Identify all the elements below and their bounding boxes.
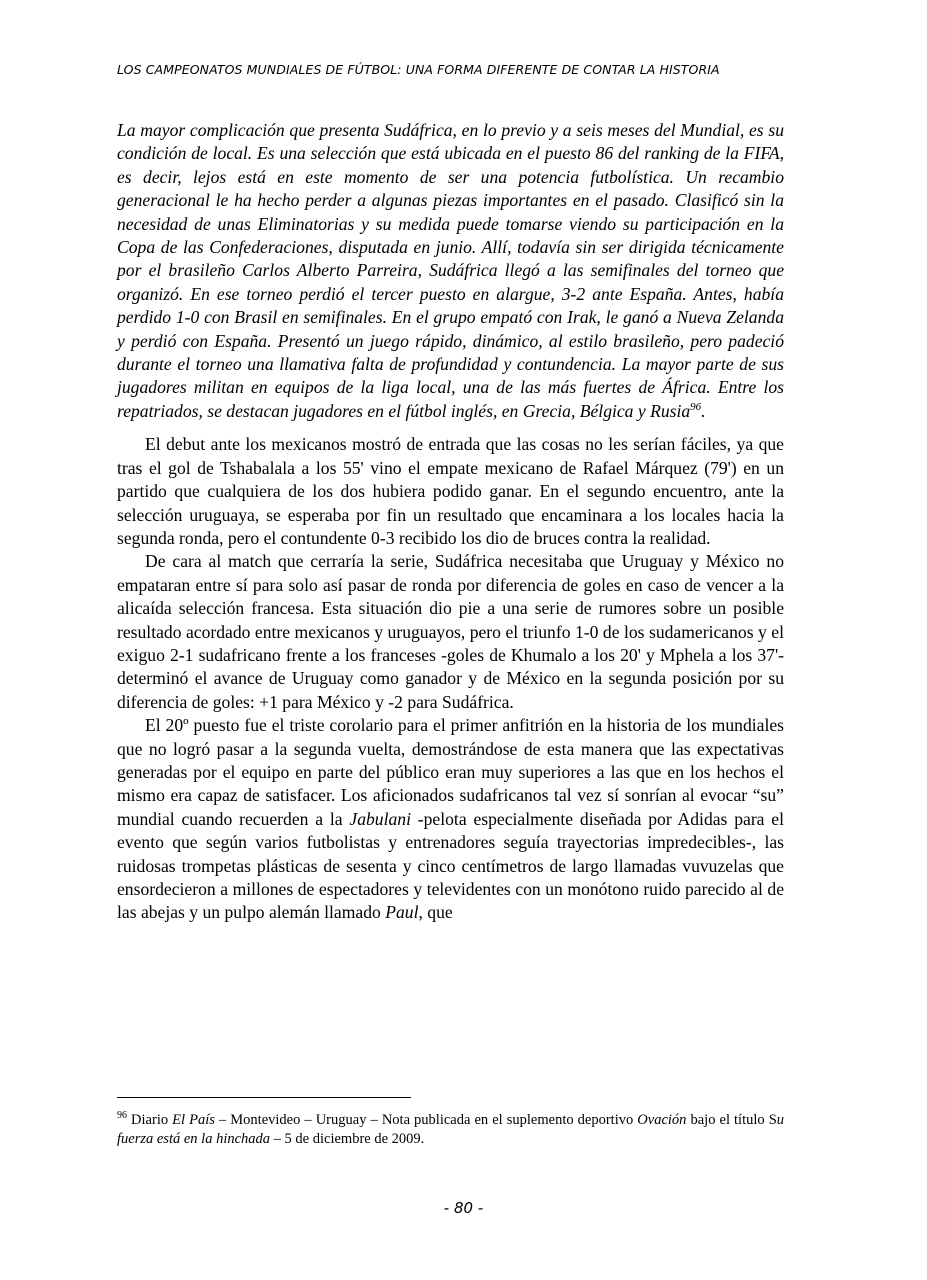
conclusion-text-2: -pelota especialmente diseñada por Adidas para el evento que según varios futbolistas y entrenadores seguía trayectorias impredecibles-, las ruidosas trompetas plásticas de sesenta y cinco centímetros de largo llamadas vuvuzelas que ensordecieron a millones de espectadores y televidentes con un monótono ruido parecido al de las abejas y un pulpo alemán llamado bbox=[117, 808, 784, 923]
article-title: u fuerza está en la hinchada bbox=[117, 1112, 785, 1147]
newspaper-name: El País bbox=[172, 1112, 215, 1128]
supplement-name: Ovación bbox=[637, 1112, 687, 1128]
footnote-text-1: Diario bbox=[127, 1112, 173, 1128]
footnote-text-4: – 5 de diciembre de 2009. bbox=[270, 1131, 425, 1147]
paul-term: Paul bbox=[385, 902, 419, 923]
page-number: - 80 - bbox=[443, 1199, 484, 1217]
quote-text: La mayor complicación que presenta Sudáfrica, en lo previo y a seis meses del Mundial, es su condición de local. Es una selección que está ubicada en el puesto 86 del ranking de la FIFA, es decir, lejos está en este momento de ser una potencia futbolística. Un recambio generacional le ha hecho perder a algunas piezas importantes en el pasado. Clasificó sin la necesidad de unas Eliminatorias y su medida puede tomarse viendo su participación en la Copa de las Confederaciones, disputada en junio. Allí, todavía sin ser dirigida técnicamente por el brasileño Carlos Alberto Parreira, Sudáfrica llegó a las semifinales del torneo que organizó. En ese torneo perdió el tercer puesto en alargue, 3-2 ante España. Antes, había perdido 1-0 con Brasil en semifinales. En el grupo empató con Irak, le ganó a Nueva Zelanda y perdió con España. Presentó un juego rápido, dinámico, al estilo brasileño, pero padeció durante el torneo una llamativa falta de profundidad y contundencia. La mayor parte de sus jugadores militan en equipos de la liga local, una de las más fuertes de África. Entre los repatriados, se destacan jugadores en el fútbol inglés, en Grecia, Bélgica y Rusia bbox=[117, 120, 784, 421]
running-header: LOS CAMPEONATOS MUNDIALES DE FÚTBOL: UNA FORMA DIFERENTE DE CONTAR LA HISTORIA bbox=[117, 62, 720, 77]
quote-end: . bbox=[701, 400, 706, 421]
footnote bbox=[117, 1111, 784, 1149]
footnote-number: 96 bbox=[117, 1110, 127, 1122]
footnote-divider bbox=[117, 1097, 411, 1098]
footnote-text-2: – Montevideo – Uruguay – Nota publicada en el suplemento deportivo bbox=[214, 1112, 638, 1128]
paragraph-final-match bbox=[117, 550, 784, 714]
conclusion-text-1: El 20º puesto fue el triste corolario para el primer anfitrión en la historia de los mundiales que no logró pasar a la segunda vuelta, demostrándose de esta manera que las expectativas generadas por el equipo en parte del público eran muy superiores a las que en los hechos el mismo era capaz de satisfacer. Los aficionados sudafricanos tal vez sí sonrían al evocar “su” mundial cuando recuerden a la bbox=[117, 715, 784, 829]
quoted-block bbox=[117, 119, 784, 423]
footnote-reference[interactable]: 96 bbox=[690, 401, 702, 414]
body-text bbox=[117, 119, 784, 925]
jabulani-term: Jabulani bbox=[349, 808, 411, 829]
paragraph-conclusion bbox=[117, 714, 784, 925]
conclusion-text-3: , que bbox=[418, 902, 453, 923]
footnote-text-3: bajo el título S bbox=[686, 1112, 777, 1128]
paragraph-debut: El debut ante los mexicanos mostró de entrada que las cosas no les serían fáciles, ya que tras el gol de Tshabalala a los 55' vino el empate mexicano de Rafael Márquez (79') en un partido que cualquiera de los dos hubiera podido ganar. En el segundo encuentro, ante la selección uruguaya, se esperaba por fin un resultado que encaminara a los locales hacia la segunda ronda, pero el contundente 0-3 recibido los dio de bruces contra la realidad. bbox=[117, 434, 784, 548]
paragraph-final-match-text: De cara al match que cerraría la serie, Sudáfrica necesitaba que Uruguay y México no empataran entre sí para solo así pasar de ronda por diferencia de goles en caso de vencer a la alicaída selección francesa. Esta situación dio pie a una serie de rumores sobre un posible resultado acordado entre mexicanos y uruguayos, pero el triunfo 1-0 de los sudamericanos y el exiguo 2-1 sudafricano frente a los franceses -goles de Khumalo a los 20' y Mphela a los 37'- determinó el avance de Uruguay como ganador y de México en la segunda posición por su diferencia de goles: +1 para México y -2 para Sudáfrica. bbox=[117, 551, 784, 712]
